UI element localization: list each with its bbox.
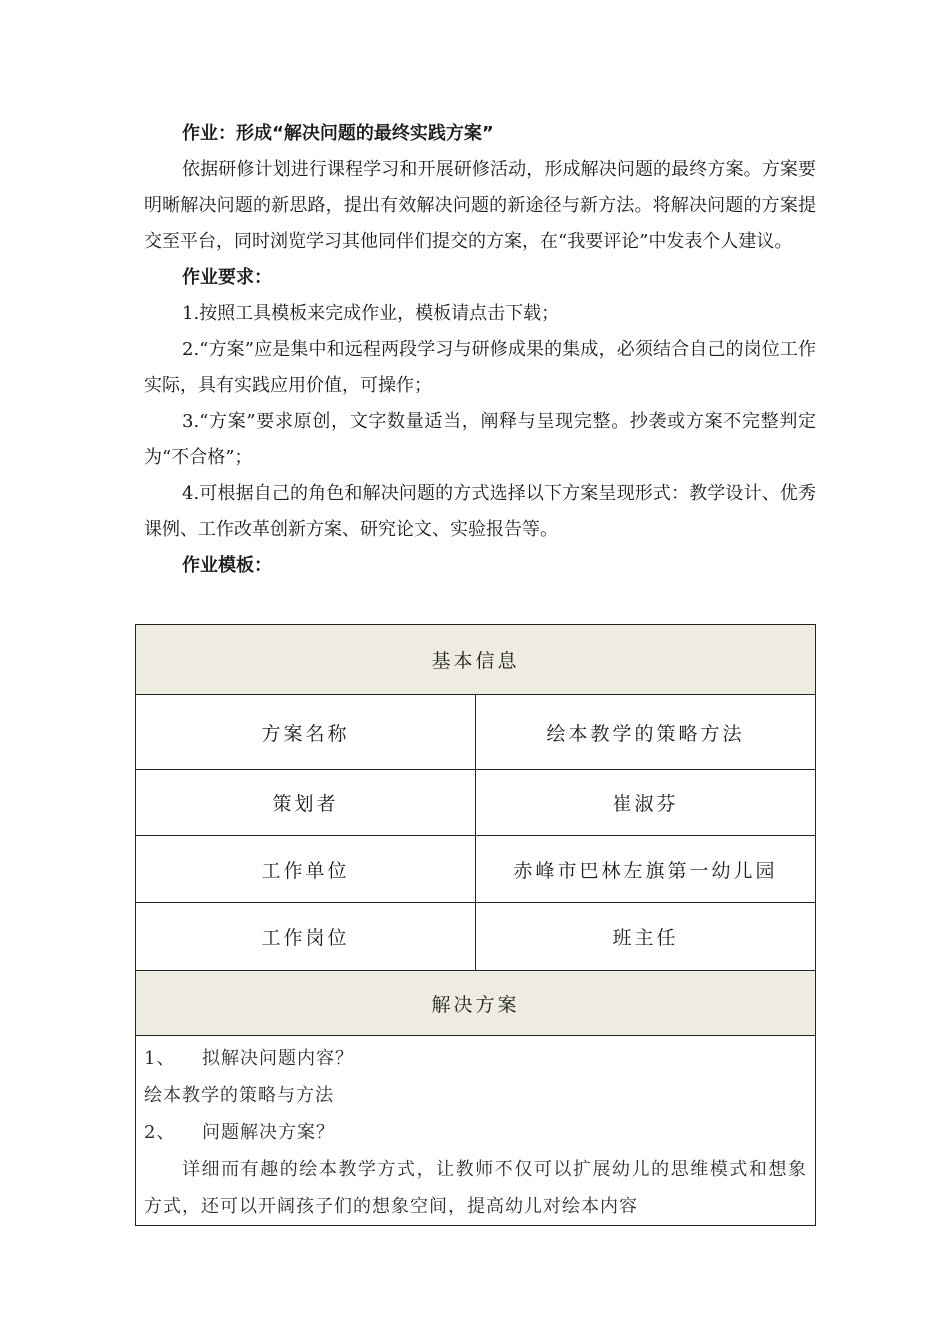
requirement-item: 4.可根据自己的角色和解决问题的方式选择以下方案呈现形式：教学设计、优秀课例、工作改革创新方案、研究论文、实验报告等。 [144,483,816,540]
question-1: 1、 拟解决问题内容？ [144,1048,354,1069]
row-label-planner: 策划者 [136,770,476,836]
requirements-heading: 作业要求： [182,267,272,288]
assignment-intro: 依据研修计划进行课程学习和开展研修活动，形成解决问题的最终方案。方案要明晰解决问题的新思路，提出有效解决问题的新途径与新方法。将解决问题的方案提交至平台，同时浏览学习其他同伴们提交的方案，在“我要评论”中发表个人建议。 [144,159,816,252]
row-value-position: 班主任 [476,903,816,971]
answer-1: 绘本教学的策略与方法 [144,1085,334,1106]
template-heading: 作业模板： [182,555,272,576]
row-value-plan-name: 绘本教学的策略方法 [476,695,816,770]
requirement-item: 1.按照工具模板来完成作业，模板请点击下载； [182,303,560,324]
solution-content [136,1036,816,1226]
template-table [135,624,816,1226]
row-value-work-unit: 赤峰市巴林左旗第一幼儿园 [476,836,816,903]
row-label-plan-name: 方案名称 [136,695,476,770]
section-header-solution: 解决方案 [136,971,816,1036]
section-header-basic-info: 基本信息 [136,625,816,695]
row-label-work-unit: 工作单位 [136,836,476,903]
assignment-title: 作业：形成“解决问题的最终实践方案” [182,123,494,144]
requirement-item: 2.“方案”应是集中和远程两段学习与研修成果的集成，必须结合自己的岗位工作实际，具有实践应用价值，可操作； [144,339,816,396]
row-label-position: 工作岗位 [136,903,476,971]
answer-2: 详细而有趣的绘本教学方式，让教师不仅可以扩展幼儿的思维模式和想象方式，还可以开阔孩子们的想象空间，提高幼儿对绘本内容 [144,1159,807,1217]
question-2: 2、 问题解决方案？ [144,1122,335,1143]
requirement-item: 3.“方案”要求原创，文字数量适当，阐释与呈现完整。抄袭或方案不完整判定为“不合格”； [144,411,816,468]
row-value-planner: 崔淑芬 [476,770,816,836]
document-body [144,116,816,584]
